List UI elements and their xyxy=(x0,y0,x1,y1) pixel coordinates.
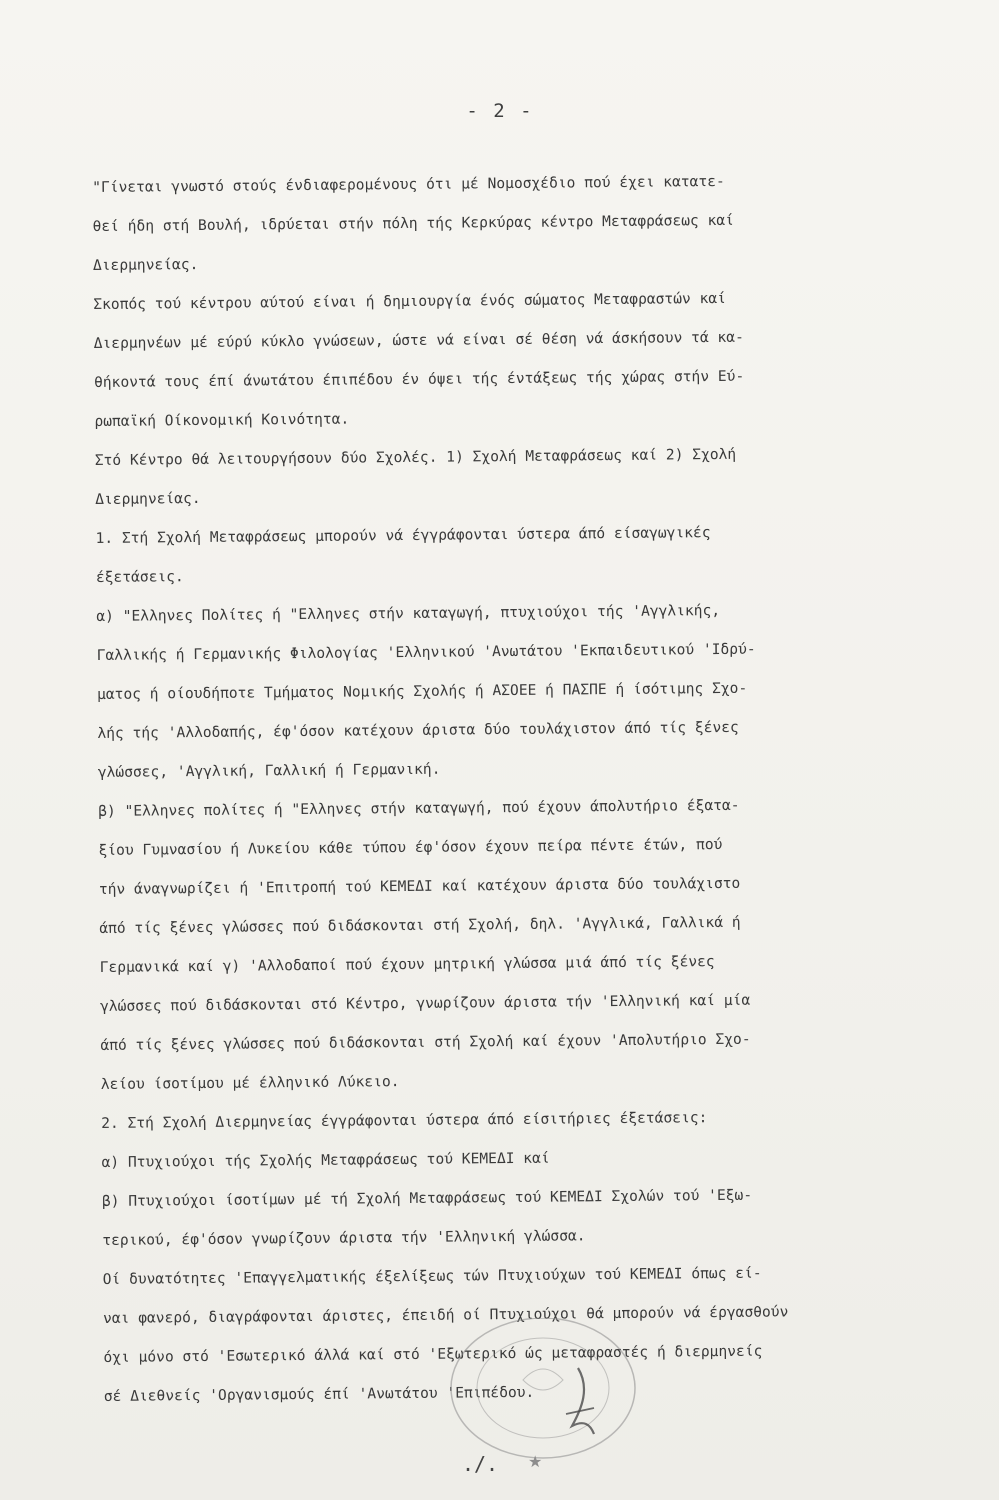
text-line: Διερμηνείας. xyxy=(92,255,199,274)
text-line: Στό Κέντρο θά λειτουργήσουν δύο Σχολές. 1) Σχολή Μεταφράσεως καί 2) Σχολή xyxy=(94,445,737,469)
text-line: Σκοπός τού κέντρου αύτού είναι ή δημιουργία ένός σώματος Μεταφραστών καί xyxy=(93,289,726,313)
official-seal-icon xyxy=(428,1318,658,1468)
text-line: β) Πτυχιούχοι ίσοτίμων μέ τή Σχολή Μεταφράσεως τού ΚΕΜΕΔΙ Σχολών τού 'Εξω- xyxy=(101,1186,753,1210)
text-line: όχι μόνο στό 'Εσωτερικό άλλά καί στό 'Εξωτερικό ώς μεταφραστές ή διερμηνείς xyxy=(103,1342,763,1366)
text-line: τερικού, έφ'όσον γνωρίζουν άριστα τήν 'Ελληνική γλώσσα. xyxy=(102,1227,586,1249)
continuation-mark: ./. xyxy=(461,1452,499,1476)
text-line: έξετάσεις. xyxy=(95,568,184,586)
text-line: άπό τίς ξένες γλώσσες πού διδάσκονται στή Σχολή, δηλ. 'Αγγλικά, Γαλλικά ή xyxy=(99,913,741,937)
text-line: σέ Διεθνείς 'Οργανισμούς έπί 'Ανωτάτου 'Επιπέδου. xyxy=(103,1383,535,1405)
seal-star-icon: ★ xyxy=(528,1452,543,1471)
text-line: Διερμηνείας. xyxy=(95,489,201,508)
text-line: τήν άναγνωρίζει ή 'Επιτροπή τού ΚΕΜΕΔΙ καί κατέχουν άριστα δύο τουλάχιστο xyxy=(98,874,741,898)
text-line: άπό τίς ξένες γλώσσες πού διδάσκονται στή Σχολή καί έχουν 'Απολυτήριο Σχο- xyxy=(100,1030,751,1054)
document-body xyxy=(92,160,956,1416)
text-line: Οί δυνατότητες 'Επαγγελματικής έξελίξεως τών Πτυχιούχων τού ΚΕΜΕΔΙ όπως εί- xyxy=(102,1264,762,1288)
text-line: 1. Στή Σχολή Μεταφράσεως μπορούν νά έγγράφονται ύστερα άπό είσαγωγικές xyxy=(95,524,711,547)
text-line: γλώσσες, 'Αγγλική, Γαλλική ή Γερμανική. xyxy=(97,760,441,781)
text-line: λής τής 'Αλλοδαπής, έφ'όσον κατέχουν άριστα δύο τουλάχιστον άπό τίς ξένες xyxy=(97,718,739,742)
text-line: θεί ήδη στή Βουλή, ιδρύεται στήν πόλη τής Κερκύρας κέντρο Μεταφράσεως καί xyxy=(92,211,735,235)
text-line: Γερμανικά καί γ) 'Αλλοδαποί πού έχουν μητρική γλώσσα μιά άπό τίς ξένες xyxy=(99,953,715,976)
text-line: ξίου Γυμνασίου ή Λυκείου κάθε τύπου έφ'όσον έχουν πείρα πέντε έτών, πού xyxy=(98,835,723,859)
text-line: ναι φανερό, διαγράφονται άριστες, έπειδή οί Πτυχιούχοι θά μπορούν νά έργασθούν xyxy=(102,1303,789,1327)
text-line: λείου ίσοτίμου μέ έλληνικό Λύκειο. xyxy=(100,1073,400,1093)
text-line: γλώσσες πού διδάσκονται στό Κέντρο, γνωρίζουν άριστα τήν 'Ελληνική καί μία xyxy=(99,991,751,1015)
text-line: α) "Ελληνες Πολίτες ή "Ελληνες στήν καταγωγή, πτυχιούχοι τής 'Αγγλικής, xyxy=(96,601,721,625)
text-line: ρωπαϊκή Οίκονομική Κοινότητα. xyxy=(94,410,350,430)
text-line: β) "Ελληνες πολίτες ή "Ελληνες στήν καταγωγή, πού έχουν άπολυτήριο έξατα- xyxy=(98,796,740,820)
text-line: ματος ή οίουδήποτε Τμήματος Νομικής Σχολής ή ΑΣΟΕΕ ή ΠΑΣΠΕ ή ίσότιμης Σχο- xyxy=(96,679,748,703)
text-line: Γαλλικής ή Γερμανικής Φιλολογίας 'Ελληνικού 'Ανωτάτου 'Εκπαιδευτικού 'Ιδρύ- xyxy=(96,640,756,664)
text-line: "Γίνεται γνωστό στούς ένδιαφερομένους ότι μέ Νομοσχέδιο πού έχει κατατε- xyxy=(92,172,725,196)
text-line: θήκοντά τους έπί άνωτάτου έπιπέδου έν όψει τής έντάξεως τής χώρας στήν Εύ- xyxy=(93,367,745,391)
text-line: α) Πτυχιούχοι τής Σχολής Μεταφράσεως τού ΚΕΜΕΔΙ καί xyxy=(101,1149,550,1171)
text-line: 2. Στή Σχολή Διερμηνείας έγγράφονται ύστερα άπό είσιτήριες έξετάσεις: xyxy=(101,1109,708,1132)
page-number: - 2 - xyxy=(466,100,534,122)
text-line: Διερμηνέων μέ εύρύ κύκλο γνώσεων, ώστε νά είναι σέ θέση νά άσκήσουν τά κα- xyxy=(93,328,744,352)
